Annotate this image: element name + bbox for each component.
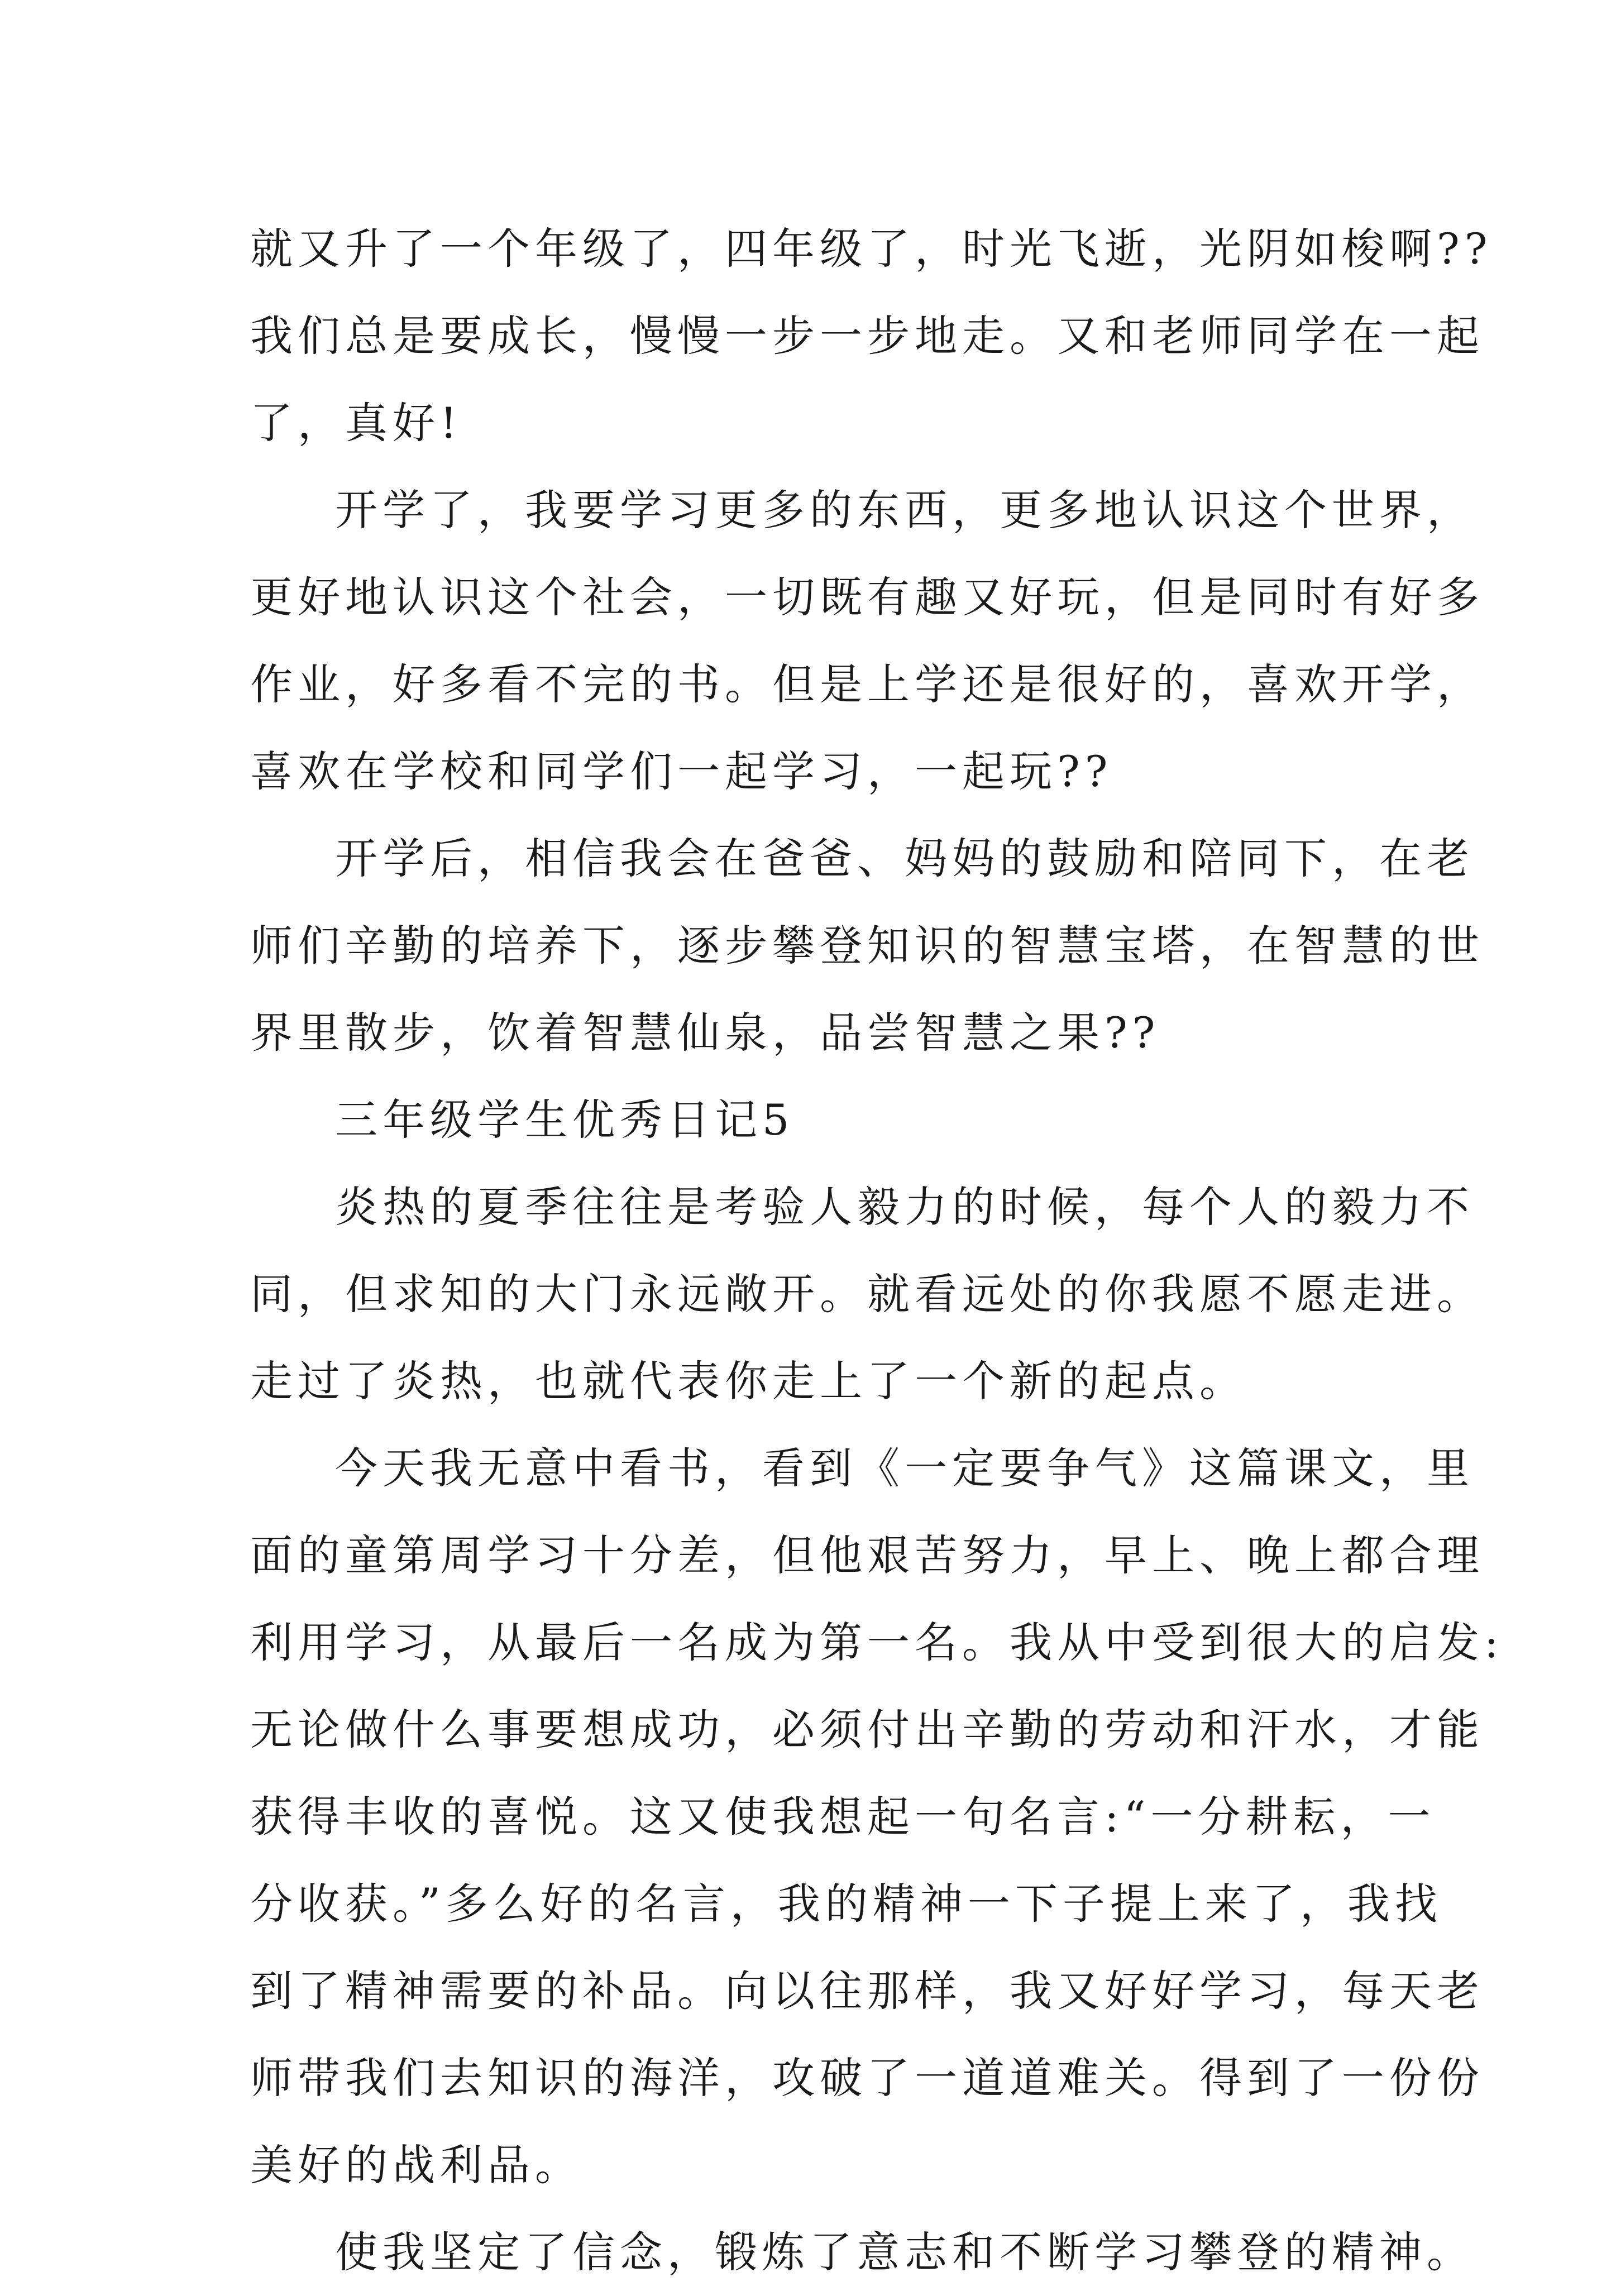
text-line: 到了精神需要的补品。向以往那样，我又好好学习，每天老: [250, 1966, 1484, 2016]
text-line: 作业，好多看不完的书。但是上学还是很好的，喜欢开学，: [250, 659, 1484, 709]
text-line: 炎热的夏季往往是考验人毅力的时候，每个人的毅力不: [335, 1182, 1474, 1232]
text-line: 使我坚定了信念，锻炼了意志和不断学习攀登的精神。: [335, 2227, 1474, 2277]
text-line: 就又升了一个年级了，四年级了，时光飞逝，光阴如梭啊??: [250, 224, 1493, 274]
text-line: 开学后，相信我会在爸爸、妈妈的鼓励和陪同下，在老: [335, 834, 1474, 883]
text-line: 无论做什么事要想成功，必须付出辛勤的劳动和汗水，才能: [250, 1705, 1484, 1754]
text-line: 更好地认识这个社会，一切既有趣又好玩，但是同时有好多: [250, 572, 1484, 622]
text-line: 师们辛勤的培养下，逐步攀登知识的智慧宝塔，在智慧的世: [250, 921, 1484, 970]
text-line: 获得丰收的喜悦。这又使我想起一句名言:“一分耕耘，一: [250, 1792, 1436, 1841]
text-line: 美好的战利品。: [250, 2140, 582, 2190]
text-line: 了，真好!: [250, 398, 462, 448]
text-line: 开学了，我要学习更多的东西，更多地认识这个世界，: [335, 485, 1474, 535]
document-body: [250, 205, 1504, 2296]
text-line: 我们总是要成长，慢慢一步一步地走。又和老师同学在一起: [250, 311, 1484, 361]
text-line: 利用学习，从最后一名成为第一名。我从中受到很大的启发:: [250, 1618, 1504, 1667]
text-line: 师带我们去知识的海洋，攻破了一道道难关。得到了一份份: [250, 2053, 1484, 2103]
text-line: 走过了炎热，也就代表你走上了一个新的起点。: [250, 1356, 1247, 1406]
text-line: 面的童第周学习十分差，但他艰苦努力，早上、晚上都合理: [250, 1530, 1484, 1580]
text-line: 今天我无意中看书，看到《一定要争气》这篇课文，里: [335, 1443, 1474, 1493]
text-line: 分收获。”多么好的名言，我的精神一下子提上来了，我找: [250, 1879, 1442, 1929]
section-heading: 三年级学生优秀日记5: [335, 1095, 795, 1145]
text-line: 同，但求知的大门永远敞开。就看远处的你我愿不愿走进。: [250, 1269, 1484, 1319]
text-line: 喜欢在学校和同学们一起学习，一起玩??: [250, 747, 1113, 796]
text-line: 界里散步，饮着智慧仙泉，品尝智慧之果??: [250, 1008, 1160, 1058]
